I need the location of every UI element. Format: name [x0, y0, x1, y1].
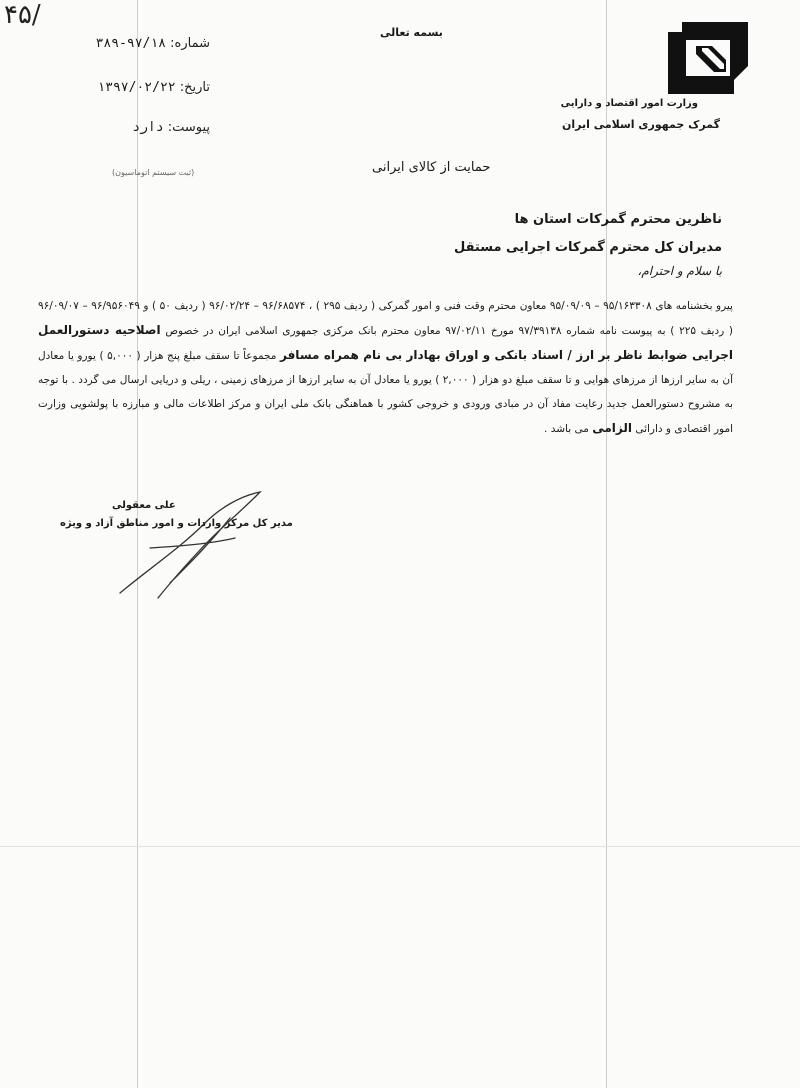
customs-logo-icon — [668, 22, 748, 94]
ministry-name: وزارت امور اقتصاد و دارایی — [560, 98, 698, 109]
scan-line — [0, 846, 800, 847]
signatory-title: مدیر کل مرکز واردات و امور مناطق آزاد و ویژه — [60, 518, 293, 529]
body-text-part: پیرو بخشنامه های ۹۵/۱۶۳۳۰۸ – ۹۵/۰۹/۰۹ معاون محترم وقت فنی و امور گمرکی ( ردیف ۲۹۵ ) ، ۹۶/۶۸۵۷۴ – ۹۶/۰۲/۲۴ ( ردیف ۵۰ ) و ۹۶/۹۵۶۰۴۹ – ۹۶/۰۹/۰۷ ( ردیف ۲۲۵ ) به پیوست نامه شماره ۹۷/۳۹۱۳۸ مورخ ۹۷/۰۲/۱۱ معاون محترم بانک مرکزی جمهوری اسلامی ایران در خصوص — [38, 300, 734, 337]
date-value: ۱۳۹۷/۰۲/۲۲ — [97, 80, 176, 95]
number-label: شماره: — [170, 36, 210, 51]
letter-date — [60, 80, 210, 95]
body-subject-highlight: اصلاحیه دستورالعمل اجرایی ضوابط ناظر بر ارز / اسناد بانکی و اوراق بهادار بی نام همراه مسافر — [38, 323, 733, 362]
letter-attachment — [60, 120, 210, 135]
recipient-line: مدیران کل محترم گمرکات اجرایی مستقل — [453, 240, 722, 255]
body-text-part: مجموعاً تا سقف مبلغ پنج هزار ( ۵,۰۰۰ ) یورو یا معادل آن به سایر ارزها از مرزهای هوایی و تا سقف مبلغ دو هزار ( ۲,۰۰۰ ) یورو یا معادل آن به سایر ارزها از مرزهای زمینی ، ریلی و دریایی ارسال می گردد . با توجه به مشروح دستورالعمل جدید رعایت مفاد آن در مبادی ورودی و خروجی کشور با هماهنگی بانک ملی ایران و مرکز اطلاعات مالی و مبارزه با پولشویی وزارت امور اقتصادی و دارائی — [38, 350, 733, 435]
body-text-part: می باشد . — [544, 423, 589, 435]
recipient-line: ناظرین محترم گمرکات استان ها — [514, 212, 722, 227]
system-note: (ثبت سیستم اتوماسیون) — [112, 168, 195, 177]
slogan: حمایت از کالای ایرانی — [372, 160, 491, 175]
body-emphasis: الزامی — [592, 421, 632, 435]
letter-body — [38, 294, 733, 441]
scan-line — [606, 0, 607, 1088]
greeting: با سلام و احترام، — [637, 264, 722, 278]
date-label: تاریخ: — [179, 80, 210, 95]
handwritten-reference: ۴۵/ — [4, 0, 41, 30]
letter-number — [60, 36, 210, 51]
attachment-value: دارد — [132, 120, 164, 135]
attachment-label: پیوست: — [167, 120, 210, 135]
signatory-name: علی معقولی — [112, 500, 176, 511]
customs-name: گمرک جمهوری اسلامی ایران — [561, 118, 720, 131]
number-value: ۹۷/۱۸-۳۸۹ — [95, 36, 167, 51]
basmala-heading: بسمه تعالی — [380, 26, 443, 39]
